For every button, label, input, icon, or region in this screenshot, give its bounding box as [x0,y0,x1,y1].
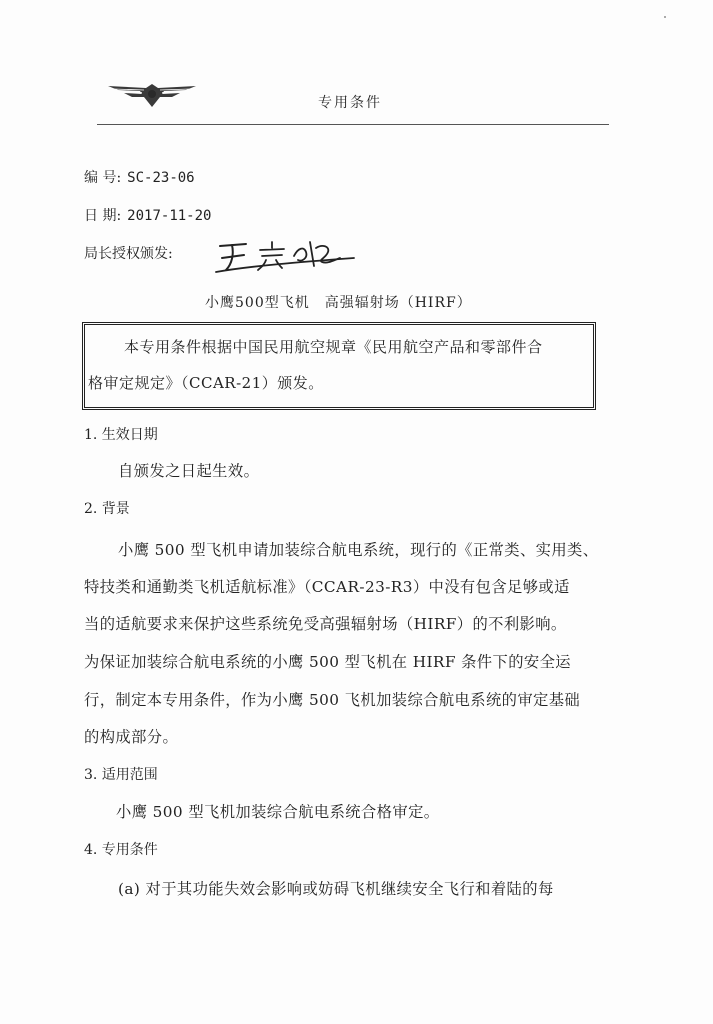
section-heading-background: 2. 背景 [84,501,130,517]
background-line-3: 当的适航要求来保护这些系统免受高强辐射场（HIRF）的不利影响。 [84,615,567,633]
special-conditions-item-a: (a) 对于其功能失效会影响或妨碍飞机继续安全飞行和着陆的每 [118,880,554,898]
background-line-6: 的构成部分。 [84,728,179,746]
date-label: 日 期: [84,208,122,224]
notice-line-2: 格审定规定》（CCAR-21）颁发。 [88,374,324,392]
handwritten-signature [210,232,360,278]
header-title: 专用条件 [318,95,382,111]
notice-line-1: 本专用条件根据中国民用航空规章《民用航空产品和零部件合 [124,338,543,356]
background-line-4: 为保证加装综合航电系统的小鹰 500 型飞机在 HIRF 条件下的安全运 [84,653,571,671]
approver-row [84,243,173,263]
background-line-5: 行，制定本专用条件，作为小鹰 500 飞机加装综合航电系统的审定基础 [84,691,581,709]
doc-number-row [84,167,195,187]
date-value: 2017-11-20 [127,208,212,224]
scan-speck [664,16,666,18]
doc-number-label: 编 号: [84,170,122,186]
section-heading-scope: 3. 适用范围 [84,767,158,783]
effective-date-text: 自颁发之日起生效。 [118,462,260,480]
caac-wings-logo-icon [106,80,198,110]
section-heading-effective-date: 1. 生效日期 [84,427,158,443]
header-divider [97,124,609,125]
doc-number-value: SC-23-06 [127,170,195,186]
background-line-2: 特技类和通勤类飞机适航标准》（CCAR-23-R3）中没有包含足够或适 [84,578,570,596]
section-heading-special-conditions: 4. 专用条件 [84,842,158,858]
document-title: 小鹰500型飞机 高强辐射场（HIRF） [205,295,472,311]
scope-text: 小鹰 500 型飞机加装综合航电系统合格审定。 [116,803,440,821]
approver-label: 局长授权颁发: [84,246,173,262]
date-row [84,205,211,225]
background-line-1: 小鹰 500 型飞机申请加装综合航电系统，现行的《正常类、实用类、 [118,541,599,559]
